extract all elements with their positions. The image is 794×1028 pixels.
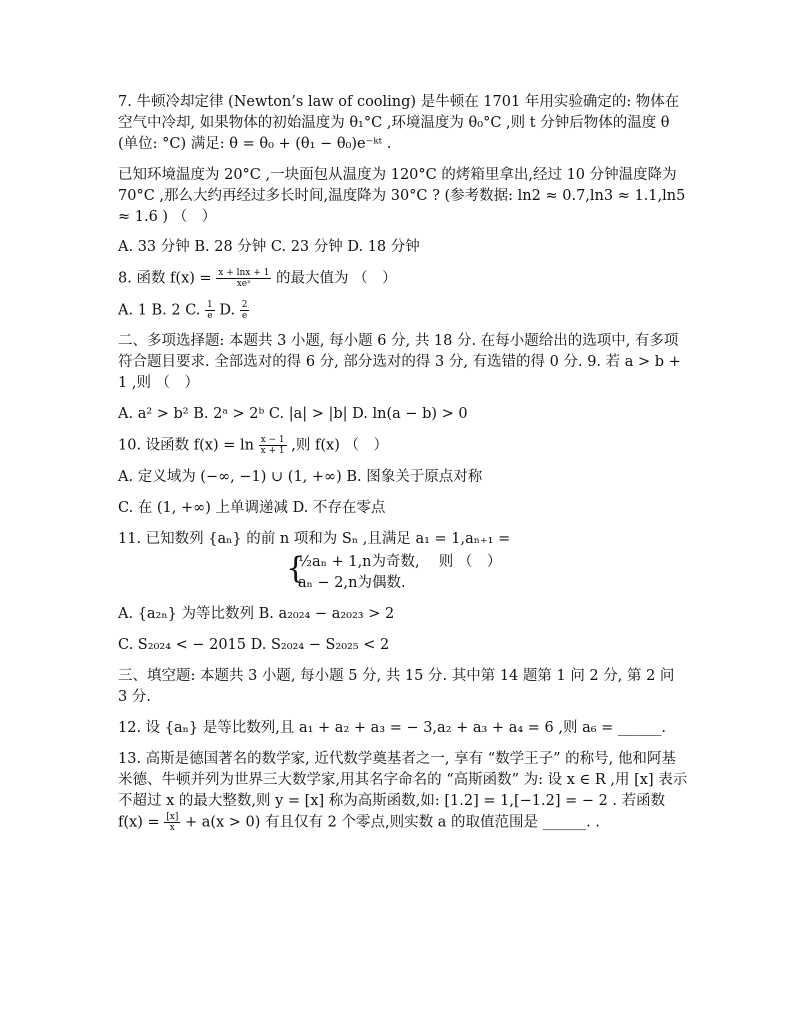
q10-options-cd: C. 在 (1, +∞) 上单调递减 D. 不存在零点 (118, 499, 386, 516)
q8-option-c-num: 1 (207, 299, 213, 310)
q10-prefix: 10. 设函数 f(x) = ln (118, 437, 254, 454)
q7-paragraph-1: 7. 牛顿冷却定律 (Newton’s law of cooling) 是牛顿在 1701 年用实验确定的: 物体在空气中冷却, 如果物体的初始温度为 θ₁°C ,环境温度为 θ₀°C ,则 t 分钟后物体的温度 θ (单位: °C) 满足: θ = θ₀ + (θ₁ − θ₀)e⁻ᵏᵗ . (118, 94, 680, 152)
q8-option-c-den: e (207, 310, 213, 321)
q11-stem: 11. 已知数列 {aₙ} 的前 n 项和为 Sₙ ,且满足 a₁ = 1,aₙ₊₁ = (118, 530, 511, 547)
q10-fraction (259, 435, 287, 456)
section3-heading: 三、填空题: 本题共 3 小题, 每小题 5 分, 共 15 分. 其中第 14 题第 1 问 2 分, 第 2 问 3 分. (118, 667, 675, 705)
section2-heading: 二、多项选择题: 本题共 3 小题, 每小题 6 分, 共 18 分. 在每小题给出的选项中, 有多项符合题目要求. 全部选对的得 6 分, 部分选对的得 3 分, 有选错的得 0 分. 9. 若 a > b + 1 ,则 （ ） (118, 333, 681, 391)
brace-icon: { (286, 550, 306, 586)
q10-frac-den: x + 1 (260, 446, 285, 456)
q13-text-2: + a(x > 0) 有且仅有 2 个零点,则实数 a 的取值范围是 ______. . (184, 814, 600, 830)
q13-frac-den: x (169, 822, 175, 833)
q8-frac-den: xeˣ (236, 279, 251, 289)
q11-case-1: ½aₙ + 1,n为奇数, 则 （ ） (298, 553, 502, 570)
q8-option-d-fraction (240, 300, 250, 321)
q8-option-d-den: e (241, 310, 248, 321)
q11-options-cd: C. S₂₀₂₄ < − 2015 D. S₂₀₂₄ − S₂₀₂₅ < 2 (118, 636, 390, 653)
q13-fraction (164, 812, 180, 833)
q8-option-d-num: 2 (241, 299, 248, 310)
q8-frac-num: x + lnx + 1 (218, 268, 270, 278)
q9-options: A. a² > b² B. 2ᵃ > 2ᵇ C. |a| > |b| D. ln(a − b) > 0 (118, 406, 468, 422)
q13-stem (118, 749, 688, 834)
q7-paragraph-2: 已知环境温度为 20°C ,一块面包从温度为 120°C 的烤箱里拿出,经过 10 分钟温度降为 70°C ,那么大约再经过多长时间,温度降为 30°C ? (参考数据: ln2 ≈ 0.7,ln3 ≈ 1.1,ln5 ≈ 1.6 ) （ ） (118, 167, 686, 225)
q8-options-prefix: A. 1 B. 2 C. (118, 302, 206, 318)
q8-stem (118, 268, 688, 290)
q11-piecewise (286, 552, 501, 594)
q11-options-ab: A. {a₂ₙ} 为等比数列 B. a₂₀₂₄ − a₂₀₂₃ > 2 (118, 605, 395, 622)
q8-options (118, 300, 688, 322)
q11-case-2: aₙ − 2,n为偶数. (298, 574, 406, 591)
q7-options: A. 33 分钟 B. 28 分钟 C. 23 分钟 D. 18 分钟 (118, 239, 420, 255)
q8-option-d-label: D. (219, 302, 240, 318)
q10-options-ab: A. 定义域为 (−∞, −1) ∪ (1, +∞) B. 图象关于原点对称 (118, 468, 483, 485)
exam-page (118, 92, 688, 843)
q12-stem: 12. 设 {aₙ} 是等比数列,且 a₁ + a₂ + a₃ = − 3,a₂ + a₃ + a₄ = 6 ,则 a₆ = ______. (118, 719, 667, 736)
q8-fraction (216, 268, 271, 289)
q13-frac-num: [x] (166, 811, 179, 822)
q8-prefix: 8. 函数 f(x) = (118, 270, 212, 287)
q11-cases (118, 552, 688, 594)
q8-suffix: 的最大值为 （ ） (275, 270, 397, 287)
q8-option-c-fraction (205, 300, 215, 321)
q13-text-1: 13. 高斯是德国著名的数学家, 近代数学奠基者之一, 享有 “数学王子” 的称号, 他和阿基米德、牛顿并列为世界三大数学家,用其名字命名的 “高斯函数” 为: 设 x ∈ R ,用 [x] 表示不超过 x 的最大整数,则 y = [x] 称为高斯函数,如: [1.2] = 1,[−1.2] = − 2 . 若函数 f(x) = (118, 750, 688, 830)
q10-frac-num: x − 1 (260, 435, 285, 445)
q10-stem (118, 435, 688, 457)
q10-suffix: ,则 f(x) （ ） (291, 437, 388, 454)
